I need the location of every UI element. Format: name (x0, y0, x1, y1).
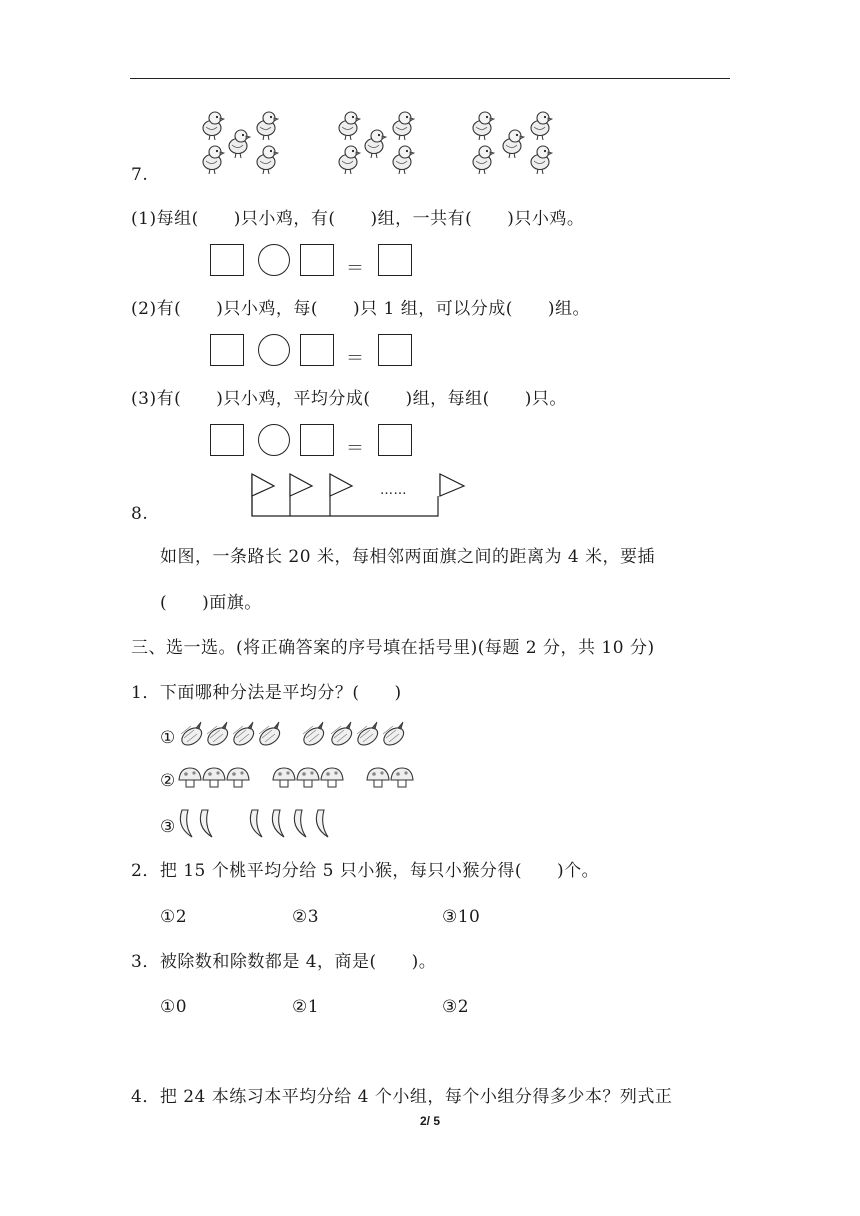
option-3-marker: ③ (160, 817, 176, 837)
operator-circle[interactable] (258, 334, 290, 366)
option-1-marker: ① (160, 728, 176, 748)
mushroom-illustration (176, 762, 420, 792)
flag-icon (440, 474, 464, 496)
question-7-number: 7. (131, 165, 149, 185)
chick-group-1 (203, 112, 278, 174)
question-3-2-option-c: ③10 (442, 907, 481, 927)
header-rule (130, 78, 730, 79)
question-3-3-option-a: ①0 (160, 997, 188, 1017)
answer-box[interactable] (378, 244, 412, 276)
answer-box[interactable] (300, 424, 334, 456)
question-3-3-option-c: ③2 (442, 997, 470, 1017)
answer-box[interactable] (378, 334, 412, 366)
page-number: 2/ 5 (419, 1114, 440, 1128)
question-8-line-1: 如图，一条路长 20 米，每相邻两面旗之间的距离为 4 米，要插 (160, 547, 656, 567)
flag-icon (290, 474, 312, 516)
question-8-number: 8. (131, 504, 149, 524)
answer-box[interactable] (210, 244, 244, 276)
chick-group-3 (473, 112, 552, 174)
question-3-2-option-b: ②3 (292, 907, 320, 927)
answer-box[interactable] (210, 334, 244, 366)
chicks-illustration (190, 106, 570, 186)
flags-road-diagram (244, 468, 474, 520)
section-3-heading: 三、选一选。(将正确答案的序号填在括号里)(每题 2 分，共 10 分) (131, 638, 655, 658)
option-2-marker: ② (160, 771, 176, 791)
answer-box[interactable] (378, 424, 412, 456)
answer-box[interactable] (210, 424, 244, 456)
equals-sign: ＝ (346, 438, 364, 459)
equals-sign: ＝ (346, 348, 364, 369)
answer-box[interactable] (300, 334, 334, 366)
equals-sign: ＝ (346, 258, 364, 279)
ellipsis-text: …… (380, 483, 407, 498)
question-3-4: 4．把 24 本练习本平均分给 4 个小组，每个小组分得多少本？列式正 (131, 1087, 673, 1107)
question-3-3-option-b: ②1 (292, 997, 320, 1017)
question-3-2: 2．把 15 个桃平均分给 5 只小猴，每只小猴分得( )个。 (131, 861, 600, 881)
answer-box[interactable] (300, 244, 334, 276)
question-3-1: 1．下面哪种分法是平均分？( ) (131, 683, 402, 703)
question-3-3: 3．被除数和除数都是 4，商是( )。 (131, 952, 437, 972)
chick-group-2 (339, 112, 414, 174)
flag-icon (252, 474, 274, 516)
eggplant-illustration (176, 716, 416, 750)
question-7-part-2: (2)有( )只小鸡，每( )只 1 组，可以分成( )组。 (131, 299, 590, 319)
question-3-2-option-a: ①2 (160, 907, 188, 927)
flag-icon (330, 474, 352, 516)
question-7-part-1: (1)每组( )只小鸡，有( )组，一共有( )只小鸡。 (131, 209, 585, 229)
question-8-line-2: ( )面旗。 (160, 593, 262, 613)
operator-circle[interactable] (258, 244, 290, 276)
operator-circle[interactable] (258, 424, 290, 456)
banana-illustration (176, 806, 346, 840)
question-7-part-3: (3)有( )只小鸡，平均分成( )组，每组( )只。 (131, 389, 567, 409)
